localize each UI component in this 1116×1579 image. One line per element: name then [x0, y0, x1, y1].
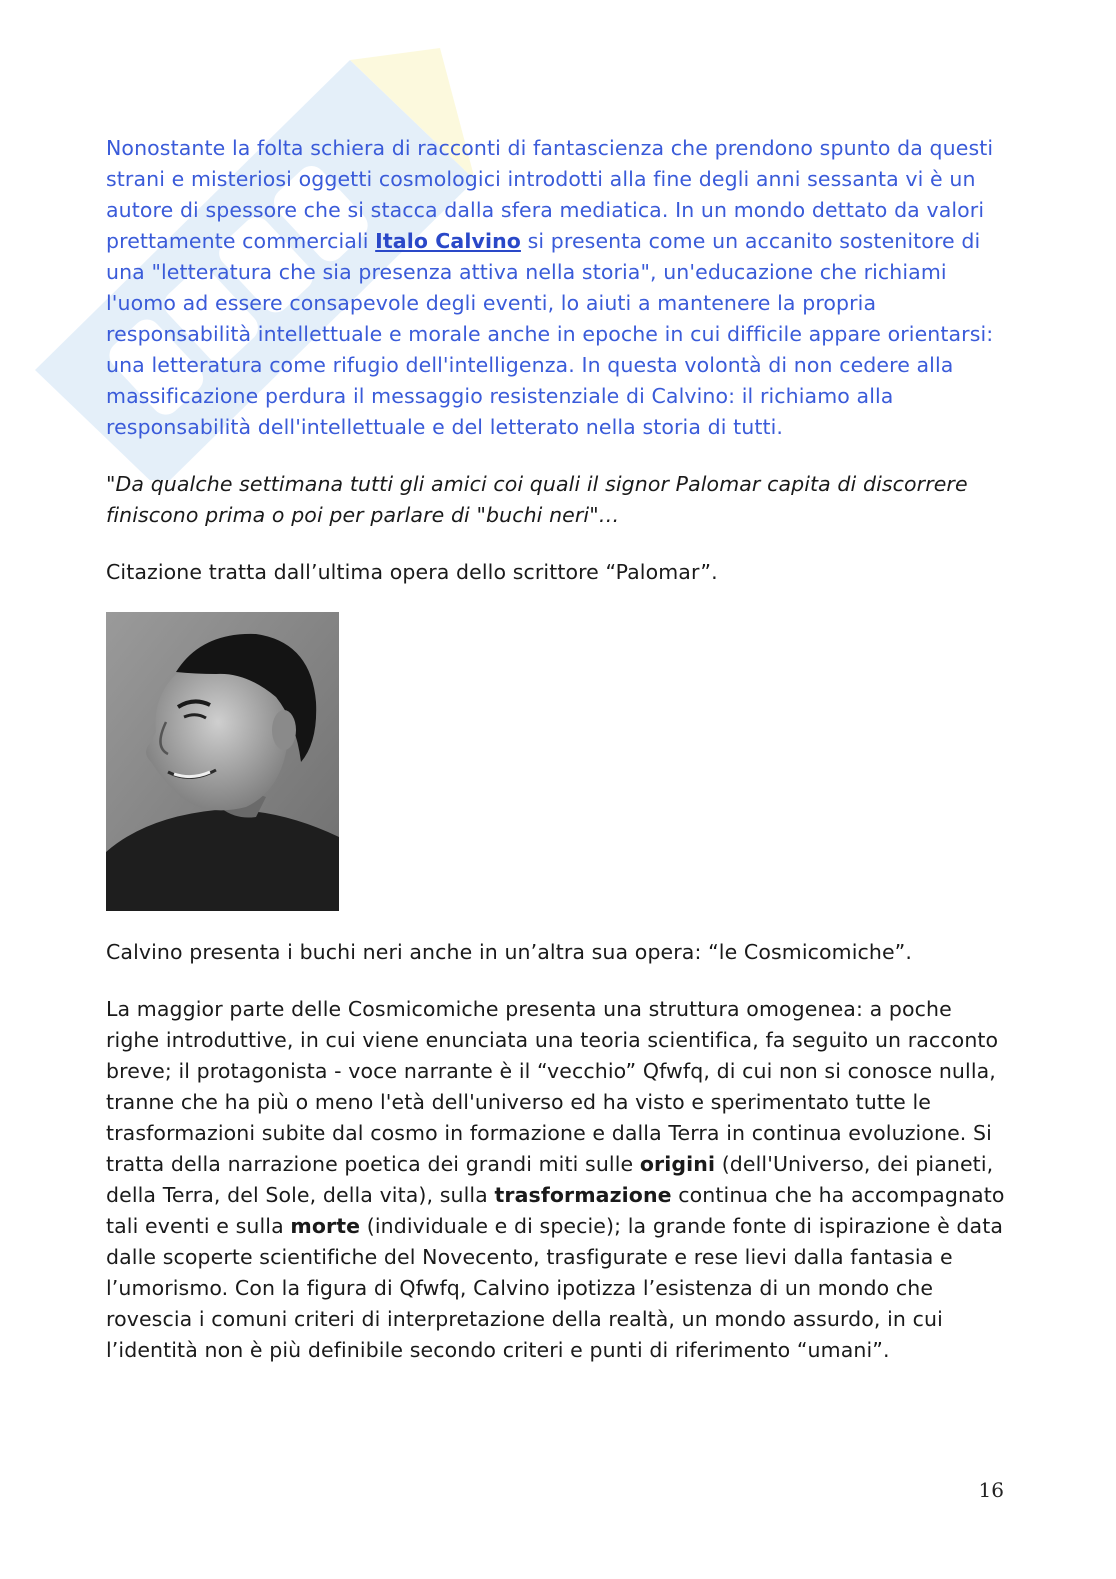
- page-number: 16: [978, 1478, 1004, 1502]
- document-body: [106, 133, 1006, 1366]
- cosmicomiche-text-1: La maggior parte delle Cosmicomiche presenta una struttura omogenea: a poche righe introduttive, in cui viene enunciata una teoria scientifica, fa seguito un racconto breve; il protagonista - voce narrante è il “vecchio” Qfwfq, di cui non si conosce nulla, tranne che ha più o meno l'età dell'universo ed ha visto e sperimentato tutte le trasformazioni subite dal cosmo in formazione e dalla Terra in continua evoluzione. Si tratta della narrazione poetica dei grandi miti sulle: [106, 997, 999, 1176]
- intro-text-end: si presenta come un accanito sostenitore di una "letteratura che sia presenza attiva nella storia", un'educazione che richiami l'uomo ad essere consapevole degli eventi, lo aiuti a mantenere la propria responsabilità intellettuale e morale anche in epoche in cui difficile appare orientarsi: una letteratura come rifugio dell'intelligenza. In questa volontà di non cedere alla massificazione perdura il messaggio resistenziale di Calvino: il richiamo alla responsabilità dell'intellettuale e del letterato nella storia di tutti.: [106, 229, 994, 439]
- keyword-morte: morte: [290, 1214, 361, 1238]
- intro-paragraph: [106, 133, 1006, 443]
- cosmicomiche-text-3: continua che ha accompagnato tali eventi e sulla: [106, 1183, 1005, 1238]
- quote-citation: Citazione tratta dall’ultima opera dello scrittore “Palomar”.: [106, 560, 718, 584]
- keyword-origini: origini: [639, 1152, 716, 1176]
- calvino-portrait-photo: [106, 612, 339, 911]
- cosmicomiche-text-4: (individuale e di specie); la grande fonte di ispirazione è data dalle scoperte scientifiche del Novecento, trasfigurate e rese lievi dalla fantasia e l’umorismo. Con la figura di Qfwfq, Calvino ipotizza l’esistenza di un mondo che rovescia i comuni criteri di interpretazione della realtà, un mondo assurdo, in cui l’identità non è più definibile secondo criteri e punti di riferimento “umani”.: [106, 1214, 1003, 1362]
- cosmicomiche-intro: Calvino presenta i buchi neri anche in un’altra sua opera: “le Cosmicomiche”.: [106, 940, 913, 964]
- italo-calvino-link[interactable]: Italo Calvino: [375, 229, 521, 253]
- intro-text-start: Nonostante la folta schiera di racconti di fantascienza che prendono spunto da questi strani e misteriosi oggetti cosmologici introdotti alla fine degli anni sessanta vi è un autore di spessore che si stacca dalla sfera mediatica. In un mondo dettato da valori prettamente commerciali: [106, 136, 994, 253]
- cosmicomiche-paragraph: [106, 994, 1006, 1366]
- palomar-quote: "Da qualche settimana tutti gli amici coi quali il signor Palomar capita di discorrere finiscono prima o poi per parlare di "buchi neri"…: [106, 472, 968, 527]
- keyword-trasformazione: trasformazione: [494, 1183, 672, 1207]
- portrait-image: [106, 612, 339, 911]
- cosmicomiche-text-2: (dell'Universo, dei pianeti, della Terra, del Sole, della vita), sulla: [106, 1152, 994, 1207]
